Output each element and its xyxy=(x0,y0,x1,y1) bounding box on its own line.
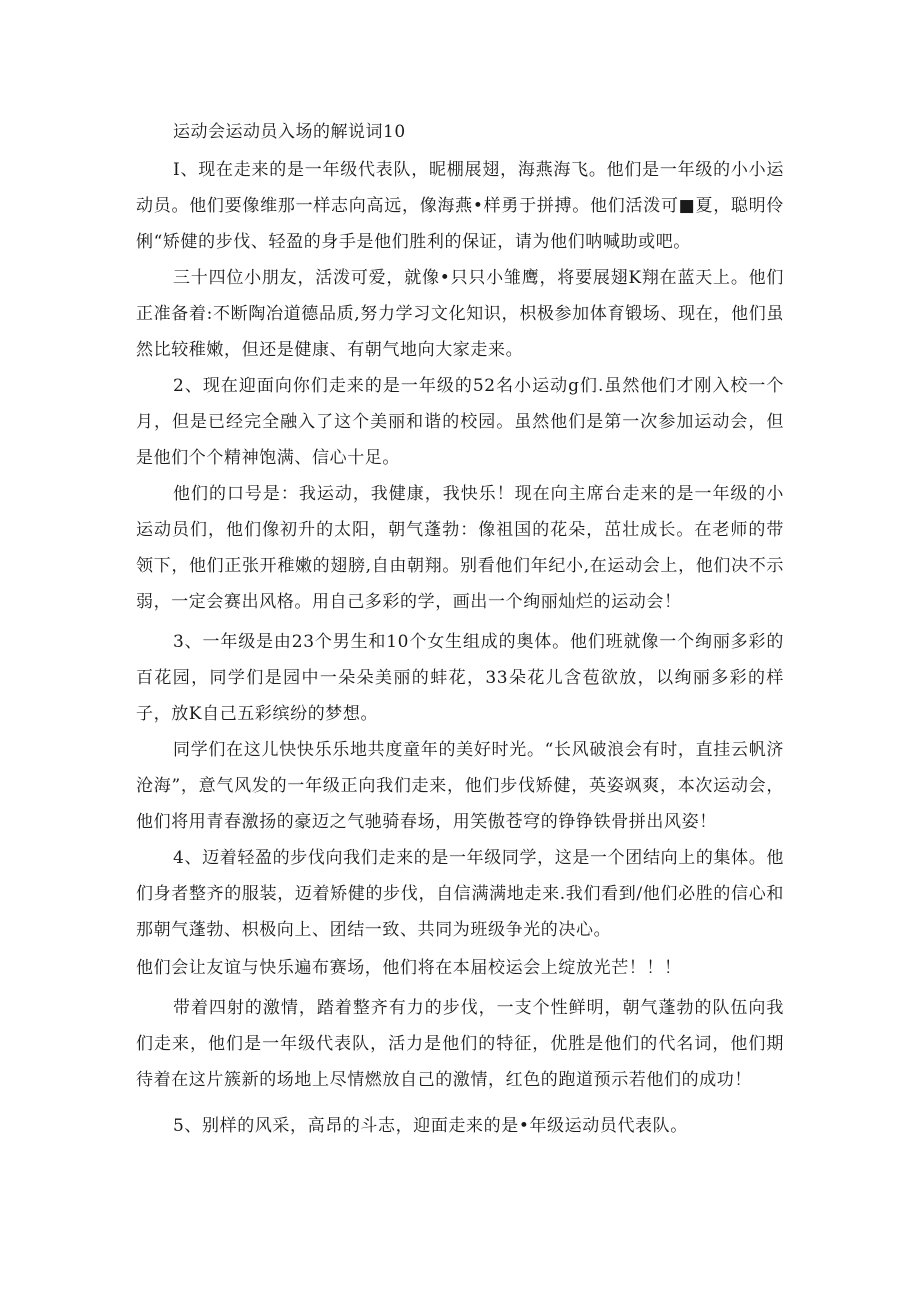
paragraph-1: I、现在走来的是一年级代表队，昵棚展翅，海燕海飞。他们是一年级的小小运动员。他们要像维那一样志向高远，像海燕•样勇于拼搏。他们活泼可■夏，聪明伶俐“矫健的步伐、轻盈的身手是他们胜利的保证，请为他们呐喊助或吧。 xyxy=(136,160,784,252)
paragraph-3: 2、现在迎面向你们走来的是一年级的52名小运动g们.虽然他们才刚入校一个月，但是已经完全融入了这个美丽和谐的校园。虽然他们是第一次参加运动会，但是他们个个精神饱满、信心十足。 xyxy=(136,376,784,468)
paragraph-9: 带着四射的激情，踏着整齐有力的步伐，一支个性鲜明，朝气蓬勃的队伍向我们走来，他们是一年级代表队，活力是他们的特征，优胜是他们的代名词，他们期待着在这片簇新的场地上尽情燃放自己的激情，红色的跑道预示若他们的成功！ xyxy=(136,998,784,1090)
paragraph-4: 他们的口号是：我运动，我健康，我快乐！现在向主席台走来的是一年级的小运动员们，他们像初升的太阳，朝气蓬勃：像祖国的花朵，茁壮成长。在老师的带领下，他们正张开稚嫩的翅膀,自由朝翔。别看他们年纪小,在运动会上，他们决不示弱，一定会赛出风格。用自己多彩的学，画出一个绚丽灿烂的运动会！ xyxy=(136,484,784,612)
paragraph-5: 3、一年级是由23个男生和10个女生组成的奥体。他们班就像一个绚丽多彩的百花园，同学们是园中一朵朵美丽的蚌花，33朵花儿含苞欲放，以绚丽多彩的样子，放K自己五彩缤纷的梦想。 xyxy=(136,632,784,724)
paragraph-10: 5、别样的风采，高昂的斗志，迎面走来的是•年级运动员代表队。 xyxy=(173,1116,688,1136)
paragraph-7: 4、迈着轻盈的步伐向我们走来的是一年级同学，这是一个团结向上的集体。他们身者整齐的服装，迈着矫健的步伐，自信满满地走来.我们看到/他们必胜的信心和那朝气蓬勃、枳极向上、团结一致、共同为班级争光的决心。 xyxy=(136,848,784,940)
paragraph-8: 他们会让友谊与快乐遍布赛场，他们将在本届校运会上绽放光芒！！！ xyxy=(136,958,682,978)
paragraph-2: 三十四位小朋友，活泼可爱，就像•只只小雏鹰，将要展翅K翔在蓝天上。他们正准备着:不断陶冶道德品质,努力学习文化知识，枳极参加体育锻场、现在，他们虽然比较稚嫩，但还是健康、有朝气地向大家走来。 xyxy=(136,268,784,360)
document-title: 运动会运动员入场的解说词10 xyxy=(173,122,406,142)
paragraph-6: 同学们在这儿快快乐乐地共度童年的美好时光。“长风破浪会有时，直挂云帆济沧海”，意气风发的一年级正向我们走来，他们步伐矫健，英姿飒爽，本次运动会，他们将用青春激扬的豪迈之气驰骑春场，用笑傲苍穹的铮铮铁骨拼出风姿！ xyxy=(136,740,784,832)
